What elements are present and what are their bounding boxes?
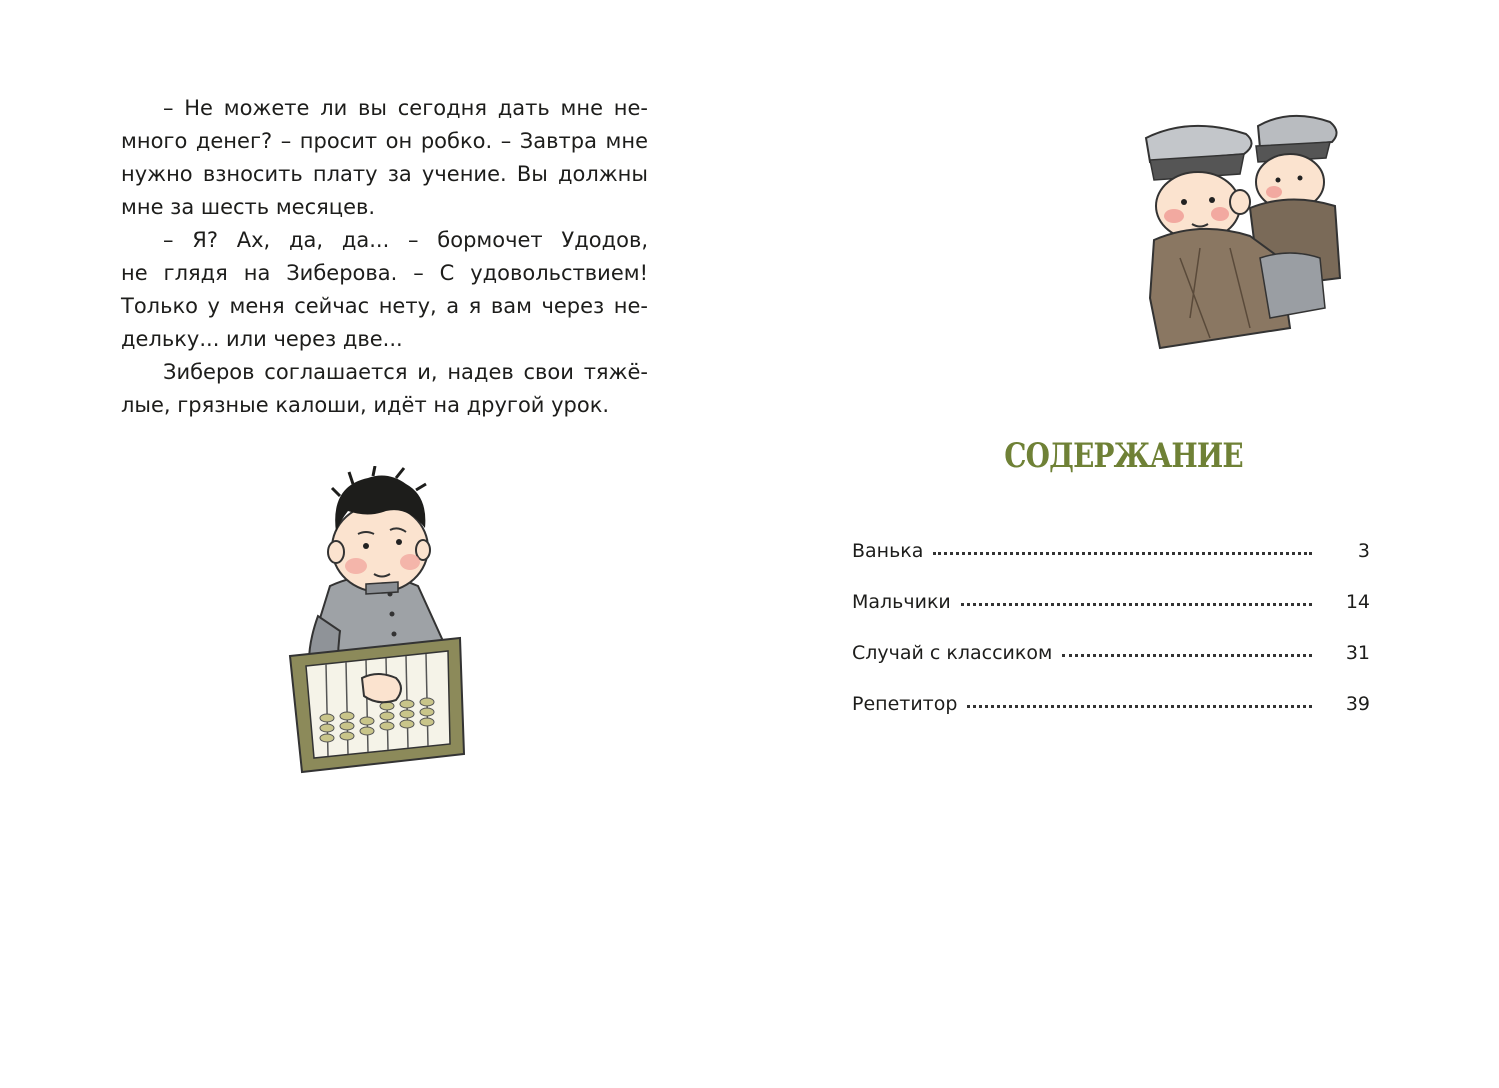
text-line: – Я? Ах, да, да... – бормочет Удодов, xyxy=(163,228,648,252)
story-text xyxy=(121,92,648,422)
boy-with-abacus-illustration xyxy=(278,466,478,778)
toc-entry[interactable] xyxy=(852,693,1370,744)
text-line: – Не можете ли вы сегодня дать мне не- xyxy=(163,96,648,120)
toc-entry[interactable] xyxy=(852,540,1370,591)
text-line: Только у меня сейчас нету, а я вам через не- xyxy=(121,294,648,318)
text-line: не глядя на Зиберова. – С удовольствием! xyxy=(121,261,648,285)
text-line: Зиберов соглашается и, надев свои тяжё- xyxy=(163,360,648,384)
text-line: нужно взносить плату за учение. Вы должны xyxy=(121,162,648,186)
toc-entry-page: 39 xyxy=(1345,693,1370,715)
text-line: лые, грязные калоши, идёт на другой урок. xyxy=(121,393,610,417)
toc-entry[interactable] xyxy=(852,642,1370,693)
toc-entry-page: 14 xyxy=(1345,591,1370,613)
toc-entry-page: 31 xyxy=(1345,642,1370,664)
toc-entry-label: Мальчики xyxy=(852,591,951,613)
toc-leader-dots xyxy=(933,546,1312,555)
toc-leader-dots xyxy=(1062,648,1312,657)
right-page xyxy=(750,0,1499,1088)
text-line: мне за шесть месяцев. xyxy=(121,195,376,219)
text-line: дельку... или через две... xyxy=(121,327,403,351)
toc-entry-page: 3 xyxy=(1357,540,1370,562)
two-boys-in-caps-illustration xyxy=(1140,108,1350,358)
toc-leader-dots xyxy=(967,699,1312,708)
toc-entry[interactable] xyxy=(852,591,1370,642)
toc-entry-label: Ванька xyxy=(852,540,924,562)
toc-entry-label: Репетитор xyxy=(852,693,958,715)
table-of-contents xyxy=(852,540,1370,744)
toc-leader-dots xyxy=(961,597,1312,606)
toc-entry-label: Случай с классиком xyxy=(852,642,1053,664)
text-line: много денег? – просит он робко. – Завтра мне xyxy=(121,129,648,153)
toc-title: СОДЕРЖАНИЕ xyxy=(1004,436,1243,476)
